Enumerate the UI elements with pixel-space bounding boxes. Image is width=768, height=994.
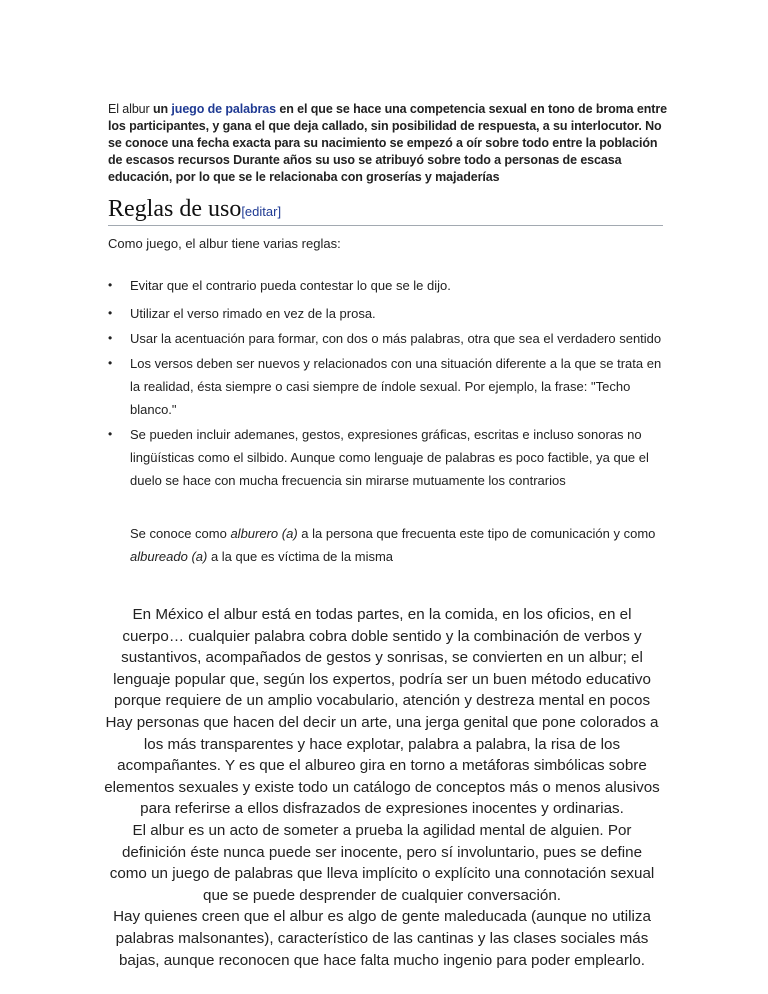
intro-paragraph: [108, 101, 668, 186]
rules-list: [108, 274, 668, 494]
mexico-paragraph: En México el albur está en todas partes, en la comida, en los oficios, en el cuerpo… cualquier palabra cobra doble sentido y la combinación de verbos y sustantivos, acompañados de gestos y sonrisas, se convierten en un albur; el lenguaje popular que, según los expertos, podría ser un buen método educativo porque requiere de un amplio vocabulario, atención y destreza mental en pocos Hay personas que hacen del decir un arte, una jerga genital que pone colorados a los más transparentes y hace explotar, palabra a palabra, la risa de los acompañantes. Y es que el albureo gira en torno a metáforas simbólicas sobre elementos sexuales y existe todo un catálogo de conceptos más o menos alusivos para referirse a ellos disfrazados de expresiones inocentes y ordinarias.: [104, 606, 660, 818]
section-heading: [108, 196, 663, 226]
bullet-icon: •: [108, 356, 113, 370]
mexico-section: [104, 604, 660, 971]
list-item: [108, 274, 668, 297]
rule-text: Evitar que el contrario pueda contestar lo que se le dijo.: [130, 278, 451, 293]
note-part: Se conoce como: [130, 526, 231, 541]
list-item: [108, 327, 668, 350]
bullet-icon: •: [108, 306, 113, 320]
rule-text: Usar la acentuación para formar, con dos o más palabras, otra que sea el verdadero sentido: [130, 331, 662, 346]
bullet-icon: •: [108, 278, 113, 292]
term-alburero: alburero (a): [230, 526, 298, 541]
rule-text: Se pueden incluir ademanes, gestos, expresiones gráficas, escritas e incluso sonoras no lingüísticas como el silbido. Aunque como lenguaje de palabras es poco factible, ya que el duelo se hace con mucha frecuencia sin mirarse mutuamente los contrarios: [130, 427, 649, 488]
rule-text: Los versos deben ser nuevos y relacionados con una situación diferente a la que se trata en la realidad, ésta siempre o casi siempre de índole sexual. Por ejemplo, la frase: "Techo blanco.": [130, 356, 662, 417]
intro-text-b: en el que se hace una competencia sexual en tono de broma entre los participantes, y gana el que deja callado, sin posibilidad de respuesta, a su interlocutor. No se conoce una fecha exacta para su nacimiento se empezó a oír sobre todo entre la población de escasos recursos Durante años su uso se atribuyó sobre todo a personas de escasa educación, por lo que se le relacionaba con groserías y majaderías: [108, 102, 667, 184]
section-title: Reglas de uso: [108, 196, 242, 222]
albur-terms-note: [130, 522, 670, 568]
list-item: [108, 302, 668, 325]
edit-link[interactable]: [editar]: [241, 204, 282, 219]
intro-lead: El albur: [108, 102, 153, 116]
opinion-paragraph: Hay quienes creen que el albur es algo de gente maleducada (aunque no utiliza palabras malsonantes), característico de las cantinas y las clases sociales más bajas, aunque reconocen que hace falta mucho ingenio para poder emplearlo.: [113, 908, 651, 969]
term-albureado: albureado (a): [130, 549, 208, 564]
list-item: [108, 423, 668, 492]
juego-de-palabras-link[interactable]: juego de palabras: [171, 102, 277, 116]
note-part: a la persona que frecuenta este tipo de comunicación y como: [297, 526, 656, 541]
intro-text-a: un: [152, 102, 172, 116]
rule-text: Utilizar el verso rimado en vez de la prosa.: [130, 306, 376, 321]
list-item: [108, 352, 668, 421]
bullet-icon: •: [108, 427, 113, 441]
bullet-icon: •: [108, 331, 113, 345]
definition-paragraph: El albur es un acto de someter a prueba la agilidad mental de alguien. Por definición éste nunca puede ser inocente, pero sí involuntario, pues se define como un juego de palabras que lleva implícito o explícito una connotación sexual que se puede desprender de cualquier conversación.: [109, 821, 655, 904]
rules-intro: Como juego, el albur tiene varias reglas:: [108, 236, 341, 251]
note-part: a la que es víctima de la misma: [207, 549, 394, 564]
